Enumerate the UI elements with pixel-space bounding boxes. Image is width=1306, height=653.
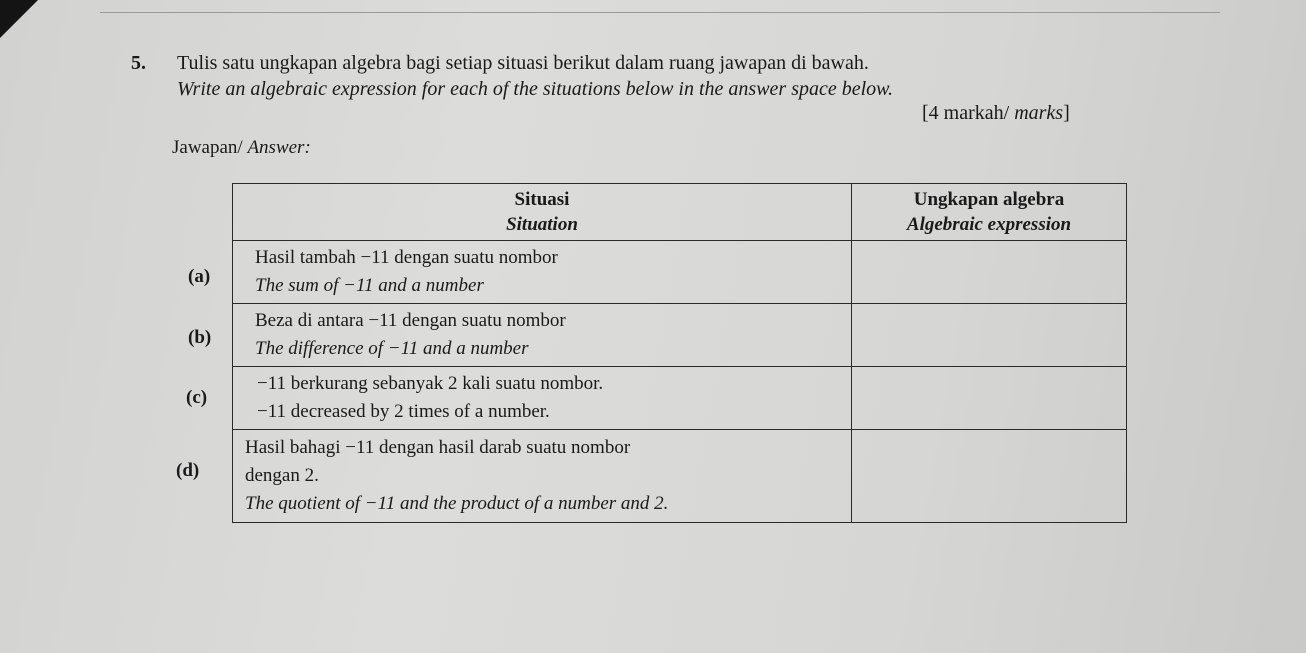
answer-cell-a[interactable] [852, 241, 1127, 304]
situation-c-en: −11 decreased by 2 times of a number. [257, 401, 550, 422]
answer-cell-d[interactable] [852, 430, 1127, 523]
situation-cell-b [233, 304, 852, 367]
table-row [233, 367, 1127, 430]
situation-d-ms-2: dengan 2. [245, 465, 319, 486]
situation-header [233, 184, 852, 241]
situation-cell-a [233, 241, 852, 304]
situation-cell-c [233, 367, 852, 430]
situation-b-ms: Beza di antara −11 dengan suatu nombor [255, 310, 566, 331]
situation-header-en: Situation [506, 214, 578, 235]
row-label-d: (d) [176, 460, 200, 481]
situation-d-ms-1: Hasil bahagi −11 dengan hasil darab suatu nombor [245, 437, 631, 458]
answer-cell-c[interactable] [852, 367, 1127, 430]
question-text-malay: Tulis satu ungkapan algebra bagi setiap situasi berikut dalam ruang jawapan di bawah. [177, 52, 869, 74]
page-top-rule [100, 12, 1220, 13]
expression-header-en: Algebraic expression [906, 214, 1072, 235]
expression-header [852, 184, 1127, 241]
answer-label-ms: Jawapan/ [172, 137, 248, 158]
answer-table [232, 183, 1127, 523]
table-header-row [233, 184, 1127, 241]
situation-d-en: The quotient of −11 and the product of a number and 2. [245, 493, 669, 514]
answer-cell-b[interactable] [852, 304, 1127, 367]
situation-c-ms: −11 berkurang sebanyak 2 kali suatu nombor. [257, 373, 604, 394]
row-label-a: (a) [188, 266, 211, 287]
situation-header-ms: Situasi [514, 189, 570, 210]
question-number: 5. [131, 52, 146, 74]
situation-a-ms: Hasil tambah −11 dengan suatu nombor [255, 247, 558, 268]
table-row [233, 304, 1127, 367]
situation-b-en: The difference of −11 and a number [255, 338, 529, 359]
marks-close: ] [1063, 102, 1070, 124]
table-row [233, 241, 1127, 304]
row-label-b: (b) [188, 327, 212, 348]
row-label-c: (c) [186, 387, 208, 408]
expression-header-ms: Ungkapan algebra [913, 189, 1065, 210]
marks-en: marks [1014, 102, 1064, 124]
answer-label-en: Answer: [247, 137, 311, 158]
marks-label [922, 102, 1070, 125]
dark-corner [0, 0, 38, 38]
table-row [233, 430, 1127, 523]
situation-cell-d [233, 430, 852, 523]
situation-a-en: The sum of −11 and a number [255, 275, 484, 296]
answer-label [172, 137, 311, 159]
question-text-english: Write an algebraic expression for each of the situations below in the answer space below. [177, 78, 894, 100]
marks-ms: [4 markah/ [922, 102, 1015, 124]
